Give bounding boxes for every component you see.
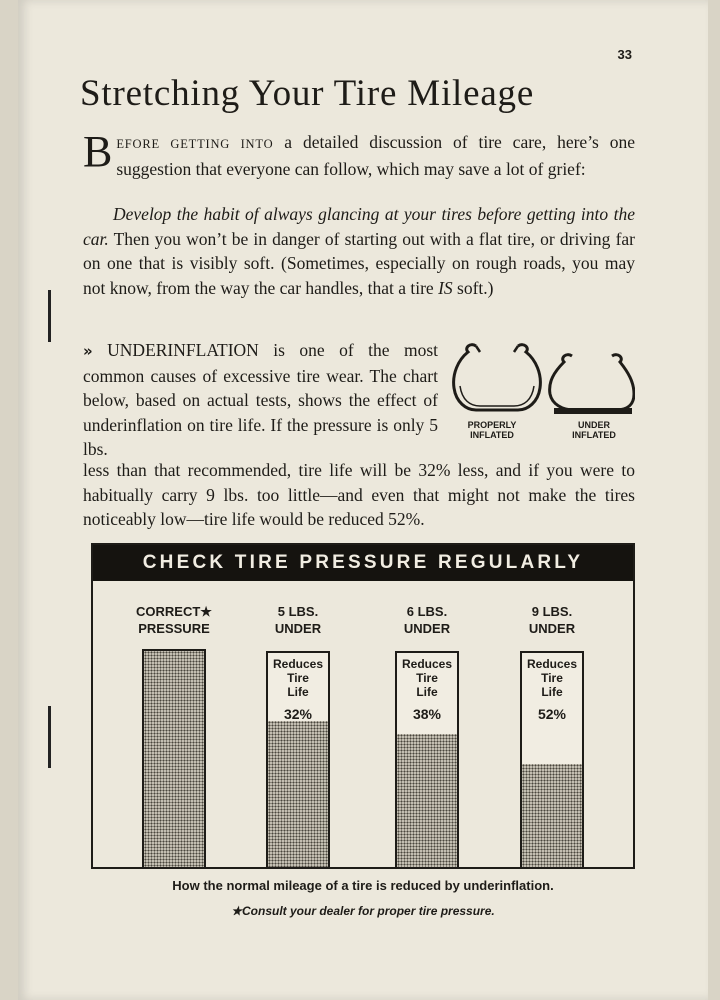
bar-remaining-life bbox=[266, 657, 330, 867]
bar-remaining-life bbox=[142, 649, 206, 867]
reduction-percent-label: 32% bbox=[283, 706, 313, 723]
habit-text-b: soft.) bbox=[452, 277, 494, 298]
intro-paragraph bbox=[83, 127, 636, 181]
bar-reduction-segment bbox=[395, 651, 459, 734]
category-label-line2: PRESSURE bbox=[138, 621, 210, 636]
habit-paragraph bbox=[83, 202, 635, 300]
habit-italic: Develop the habit of always glancing at your tires before getting into the car. bbox=[83, 204, 635, 249]
under-line1: UNDER bbox=[577, 420, 610, 430]
reduction-label-line: Tire bbox=[287, 671, 309, 686]
spine-mark bbox=[48, 706, 51, 768]
under-inflated-caption bbox=[554, 420, 634, 440]
category-label-line1: CORRECT★ bbox=[136, 604, 212, 619]
category-label bbox=[367, 603, 487, 637]
category-label bbox=[114, 603, 234, 637]
tire-cross-section-figure bbox=[450, 338, 635, 448]
category-label-line1: 9 LBS. bbox=[531, 604, 573, 619]
chart-caption: How the normal mileage of a tire is reduced by underinflation. bbox=[172, 878, 554, 893]
underinflation-text: is one of the most common causes of excessive tire wear. The chart below, based on actual tests, shows the effect of underinflation on tire life. If the pressure is only 5 lbs. bbox=[83, 340, 438, 459]
category-label-line2: UNDER bbox=[274, 621, 322, 636]
tire-pressure-chart bbox=[91, 543, 635, 869]
underinflation-continued: less than that recommended, tire life will be 32% less, and if you were to habitually carry 9 lbs. too little—and even that might not make the tires noticeably low—tire life would be reduced 52%. bbox=[83, 460, 635, 529]
habit-emphasis: IS bbox=[438, 277, 453, 298]
category-label bbox=[238, 603, 358, 637]
page-number: 33 bbox=[617, 47, 632, 62]
properly-line2: INFLATED bbox=[470, 430, 514, 440]
intro-smallcaps: EFORE GETTING INTO bbox=[116, 137, 274, 151]
reduction-label-line: Reduces bbox=[401, 657, 453, 672]
page-title: Stretching Your Tire Mileage bbox=[80, 73, 535, 114]
reduction-percent-label: 52% bbox=[537, 706, 567, 723]
tire-cross-section-icon bbox=[450, 338, 635, 418]
reduction-label-line: Tire bbox=[541, 671, 563, 686]
reduction-label-line: Reduces bbox=[272, 657, 324, 672]
category-label-line1: 6 LBS. bbox=[406, 604, 448, 619]
habit-text-a: Then you won’t be in danger of starting out with a flat tire, or driving far on one that is visibly soft. (Sometimes, especially on rough roads, you may not know, from the way the car handles, that a tire bbox=[83, 228, 635, 298]
reduction-label-line: Life bbox=[287, 685, 309, 700]
reduction-percent-label: 38% bbox=[412, 706, 442, 723]
properly-inflated-caption bbox=[452, 420, 532, 440]
category-label-line2: UNDER bbox=[528, 621, 576, 636]
bar-reduction-segment bbox=[520, 651, 584, 764]
category-label bbox=[492, 603, 612, 637]
underinflation-lead: UNDERINFLATION bbox=[107, 340, 259, 360]
bar-reduction-segment bbox=[266, 651, 330, 721]
reduction-label-line: Life bbox=[416, 685, 438, 700]
underinflation-paragraph bbox=[83, 338, 438, 462]
reduction-label-line: Life bbox=[541, 685, 563, 700]
chart-footnote: ★Consult your dealer for proper tire pressure. bbox=[231, 904, 495, 918]
intro-text: a detailed discussion of tire care, here’s one suggestion that everyone can follow, which may save a lot of grief: bbox=[116, 132, 636, 179]
properly-line1: PROPERLY bbox=[467, 420, 517, 430]
chevron-marker-icon: » bbox=[83, 342, 93, 360]
drop-cap: B bbox=[83, 127, 113, 176]
bar-remaining-life bbox=[520, 657, 584, 867]
category-label-line2: UNDER bbox=[403, 621, 451, 636]
reduction-label-line: Reduces bbox=[526, 657, 578, 672]
under-line2: INFLATED bbox=[572, 430, 616, 440]
reduction-label-line: Tire bbox=[416, 671, 438, 686]
category-label-line1: 5 LBS. bbox=[277, 604, 319, 619]
chart-title: CHECK TIRE PRESSURE REGULARLY bbox=[93, 545, 633, 581]
bar-remaining-life bbox=[395, 657, 459, 867]
spine-mark bbox=[48, 290, 51, 342]
